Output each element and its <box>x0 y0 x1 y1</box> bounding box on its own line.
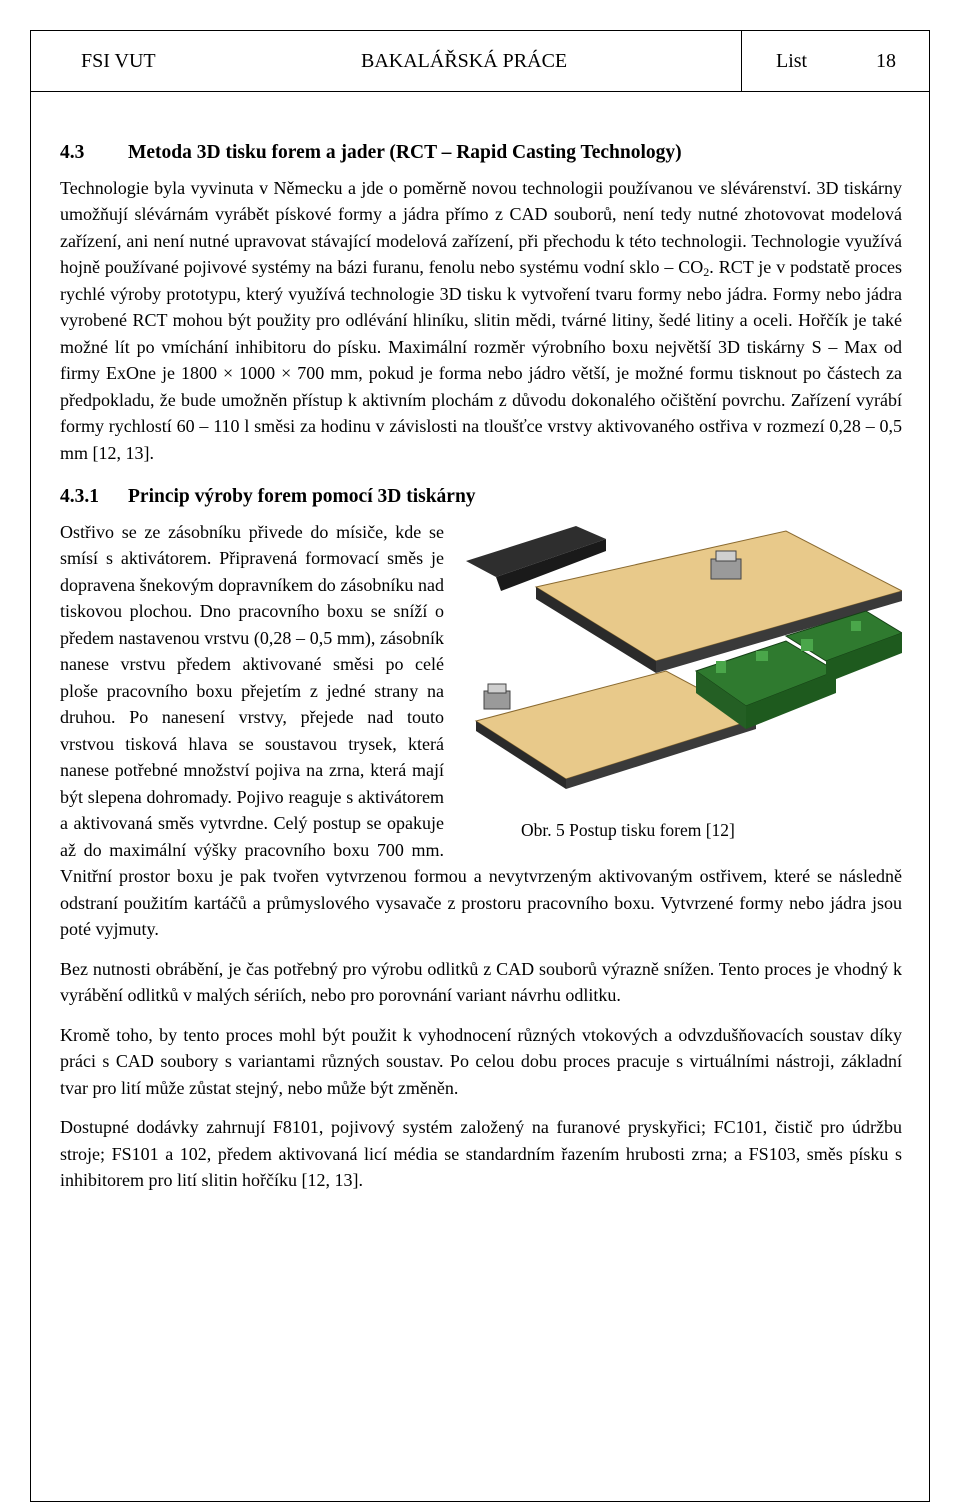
subsection-title: Princip výroby forem pomocí 3D tiskárny <box>128 486 476 507</box>
figure-print-process <box>456 521 902 853</box>
section-heading <box>60 140 902 167</box>
figure-caption: Obr. 5 Postup tisku forem [12] <box>521 819 735 840</box>
page-header <box>30 30 930 92</box>
header-list-label: List <box>776 49 808 72</box>
section-paragraph-text-b: . RCT je v podstatě proces rychlé výroby prototypu, který využívá technologie 3D tisku k vytvoření tvaru formy nebo jádra. Formy nebo jádra vyrobené RCT mohou být použity pro odlévání hliníku, slitin mědi, tvárné litiny, šedé litiny a oceli. Hořčík je také možné lít po vmíchání inhibitoru do písku. Maximální rozměr výrobního boxu největší 3D tiskárny S – Max od firmy ExOne je 1800 × 1000 × 700 mm, pokud je forma nebo jádro větší, je možné formu tisknout po částech za předpokladu, že bude umožněn přístup k aktivním plochám z důvodu dokonalého očištění povrchu. Zařízení vyrábí formy rychlostí 60 – 110 l směsi za hodinu v závislosti na tloušťce vrstvy aktivovaného ostřiva v rozmezí 0,28 – 0,5 mm [12, 13]. <box>60 257 902 463</box>
header-page-number: 18 <box>876 49 896 72</box>
co2-subscript: 2 <box>703 265 710 279</box>
header-document-type: BAKALÁŘSKÁ PRÁCE <box>361 49 568 72</box>
paragraph-3: Dostupné dodávky zahrnují F8101, pojivový systém založený na furanové pryskyřici; FC101, čistič pro údržbu stroje; FS101 a 102, předem aktivovaná licí média se standardním řazením hrubosti zrna; a FS103, směs písku s inhibitorem pro lití slitin hořčíku [12, 13]. <box>60 1117 902 1190</box>
subsection-paragraph: Ostřivo se ze zásobníku přivede do mísiče, kde se smísí s aktivátorem. Připravená formovací směs je dopravena šnekovým dopravníkem do zásobníku nad tiskovou plochou. Dno pracovního boxu se sníží o předem nastavenou vrstvu (0,28 – 0,5 mm), zásobník nanese vrstvu předem aktivované směsi po celé ploše pracovního boxu přejetím z jedné strany na druhou. Po nanesení vrstvy, přejede nad touto vrstvou tisková hlava se soustavou trysek, která nanese potřebné množství pojiva na zrna, která mají být slepena dohromady. Pojivo reaguje s aktivátorem a aktivovaná směs vytvrdne. Celý postup se opakuje až do maximální výšky pracovního boxu 700 mm. Vnitřní prostor boxu je pak tvořen vytvrzenou formou a nevytvrzeným aktivovaným ostřivem, které se následně odstraní použitím kartáčů a průmyslového vysavače z prostoru pracovního boxu. Vytvrzené formy nebo jádra jsou poté vyjmuty. <box>60 521 902 939</box>
subsection-number: 4.3.1 <box>60 486 99 507</box>
section-title: Metoda 3D tisku forem a jader (RCT – Rapid Casting Technology) <box>128 142 682 163</box>
header-institution: FSI VUT <box>81 49 156 72</box>
page-content <box>60 140 902 1194</box>
header-divider <box>741 31 742 91</box>
paragraph-2: Kromě toho, by tento proces mohl být použit k vyhodnocení různých vtokových a odvzdušňovacích soustav díky práci s CAD soubory s variantami různých soustav. Po celou dobu proces pracuje s virtuálními nástroji, základní tvar pro lití může zůstat stejný, nebo může být změněn. <box>60 1024 902 1098</box>
section-paragraph-text-a: Technologie byla vyvinuta v Německu a jde o poměrně novou technologii používanou ve slévárenství. 3D tiskárny umožňují slévárnám vyrábět pískové formy a jádra přímo z CAD souborů, není tedy nutné zhotovovat modelová zařízení, ani není nutné upravovat stávající modelová zařízení, při přechodu k této technologii. Technologie využívá hojně používané pojivové systémy na bázi furanu, fenolu nebo systému vodní sklo – CO <box>60 177 902 277</box>
section-paragraph <box>60 175 902 467</box>
print-process-illustration <box>456 521 902 811</box>
section-number: 4.3 <box>60 142 85 163</box>
paragraph-1: Bez nutnosti obrábění, je čas potřebný pro výrobu odlitků z CAD souborů výrazně snížen. Tento proces je vhodný k vyrábění odlitků v malých sériích, nebo pro porovnání variant návrhu odlitku. <box>60 958 902 1005</box>
subsection-heading <box>60 484 902 511</box>
